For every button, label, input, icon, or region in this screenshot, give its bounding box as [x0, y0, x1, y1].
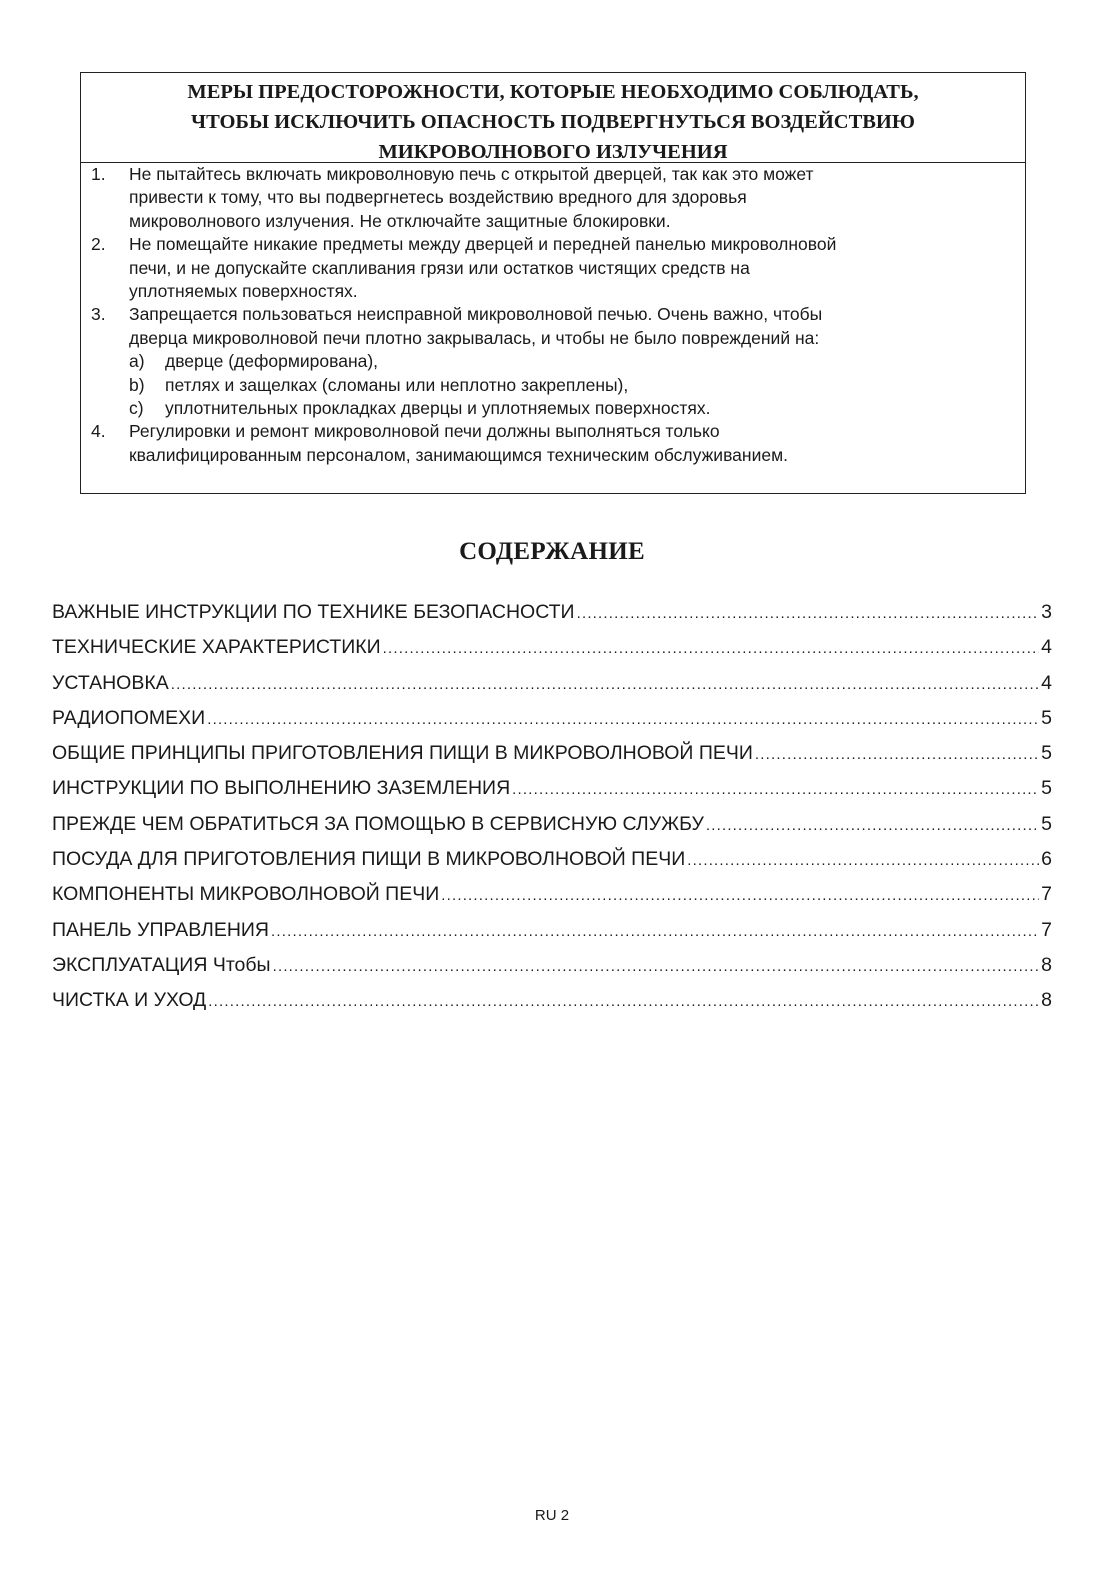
toc-entry-label[interactable]: ТЕХНИЧЕСКИЕ ХАРАКТЕРИСТИКИ: [52, 636, 381, 659]
warning-item-2: [81, 233, 1025, 303]
subitem-letter: b): [129, 374, 145, 395]
page-number: RU 2: [534, 1507, 570, 1524]
toc-leader-dots: [207, 711, 1039, 728]
toc-leader-dots: [208, 993, 1039, 1010]
toc-entry-page[interactable]: 8: [1041, 989, 1052, 1012]
warning-item-line: Запрещается пользоваться неисправной микроволновой печью. Очень важно, чтобы: [129, 304, 823, 325]
toc-leader-dots: [512, 781, 1039, 798]
toc-entry-label[interactable]: КОМПОНЕНТЫ МИКРОВОЛНОВОЙ ПЕЧИ: [52, 883, 440, 906]
warning-item-line: уплотняемых поверхностях.: [129, 281, 358, 302]
toc-entry-page[interactable]: 5: [1041, 742, 1052, 765]
table-of-contents: [52, 601, 1052, 1025]
toc-entry-page[interactable]: 8: [1041, 953, 1052, 976]
toc-entry[interactable]: [52, 601, 1052, 636]
subitem-text: уплотнительных прокладках дверцы и уплотняемых поверхностях.: [165, 398, 711, 419]
toc-leader-dots: [271, 923, 1039, 940]
toc-entry-page[interactable]: 4: [1041, 636, 1052, 659]
toc-entry[interactable]: [52, 954, 1052, 989]
toc-entry-page[interactable]: 3: [1041, 601, 1052, 623]
toc-leader-dots: [441, 887, 1039, 904]
toc-leader-dots: [687, 852, 1039, 869]
warning-item-line: Не помещайте никакие предметы между дверцей и передней панелью микроволновой: [129, 234, 837, 255]
toc-leader-dots: [383, 640, 1039, 657]
toc-entry-label[interactable]: ЧИСТКА И УХОД: [52, 989, 207, 1012]
toc-entry-page[interactable]: 5: [1041, 812, 1052, 835]
toc-entry[interactable]: [52, 848, 1052, 883]
warning-item-line: микроволнового излучения. Не отключайте защитные блокировки.: [129, 210, 671, 231]
toc-entry[interactable]: [52, 919, 1052, 954]
warning-title-line: МЕРЫ ПРЕДОСТОРОЖНОСТИ, КОТОРЫЕ НЕОБХОДИМО СОБЛЮДАТЬ,: [187, 81, 919, 103]
warning-subitem-c: [129, 397, 1015, 420]
warning-item-4: [81, 420, 1025, 467]
toc-leader-dots: [273, 958, 1040, 975]
toc-entry[interactable]: [52, 636, 1052, 671]
toc-entry[interactable]: [52, 883, 1052, 918]
warning-item-number: 2.: [91, 234, 106, 255]
toc-entry-label[interactable]: УСТАНОВКА: [52, 671, 169, 694]
warning-subitem-a: [129, 350, 1015, 373]
toc-entry[interactable]: [52, 742, 1052, 777]
toc-entry-page[interactable]: 6: [1041, 848, 1052, 871]
toc-entry-page[interactable]: 4: [1041, 671, 1052, 694]
toc-leader-dots: [577, 605, 1040, 622]
toc-entry[interactable]: [52, 813, 1052, 848]
warning-item-number: 4.: [91, 421, 106, 442]
warning-item-3: [81, 303, 1025, 420]
warning-item-line: Не пытайтесь включать микроволновую печь с открытой дверцей, так как это может: [129, 164, 814, 184]
subitem-text: петлях и защелках (сломаны или неплотно закреплены),: [165, 374, 629, 395]
warning-item-number: 1.: [91, 164, 106, 184]
toc-entry-page[interactable]: 5: [1041, 777, 1052, 800]
warning-item-line: квалифицированным персоналом, занимающимся техническим обслуживанием.: [129, 444, 788, 465]
warning-subitem-b: [129, 374, 1015, 397]
toc-entry-page[interactable]: 5: [1041, 706, 1052, 729]
warning-item-line: дверца микроволновой печи плотно закрывалась, и чтобы не было повреждений на:: [129, 327, 820, 348]
toc-entry[interactable]: [52, 989, 1052, 1024]
toc-entry-page[interactable]: 7: [1041, 883, 1052, 906]
warning-list: [81, 163, 1025, 467]
warning-item-number: 3.: [91, 304, 106, 325]
toc-leader-dots: [755, 746, 1039, 763]
toc-leader-dots: [171, 676, 1039, 693]
warning-item-line: привести к тому, что вы подвергнетесь воздействию вредного для здоровья: [129, 187, 747, 208]
toc-entry-label[interactable]: ПАНЕЛЬ УПРАВЛЕНИЯ: [52, 918, 270, 941]
warning-item-1: [81, 163, 1025, 233]
subitem-letter: c): [129, 398, 144, 419]
toc-entry-label[interactable]: ПОСУДА ДЛЯ ПРИГОТОВЛЕНИЯ ПИЩИ В МИКРОВОЛНОВОЙ ПЕЧИ: [52, 848, 686, 871]
toc-title: СОДЕРЖАНИЕ: [459, 538, 645, 565]
warning-item-line: печи, и не допускайте скапливания грязи или остатков чистящих средств на: [129, 257, 750, 278]
warning-title-line: МИКРОВОЛНОВОГО ИЗЛУЧЕНИЯ: [378, 141, 728, 163]
toc-leader-dots: [706, 817, 1039, 834]
toc-entry[interactable]: [52, 777, 1052, 812]
subitem-letter: a): [129, 351, 145, 372]
subitem-text: дверце (деформирована),: [165, 351, 379, 372]
warning-title-line: ЧТОБЫ ИСКЛЮЧИТЬ ОПАСНОСТЬ ПОДВЕРГНУТЬСЯ ВОЗДЕЙСТВИЮ: [191, 111, 915, 133]
toc-entry-label[interactable]: ВАЖНЫЕ ИНСТРУКЦИИ ПО ТЕХНИКЕ БЕЗОПАСНОСТИ: [52, 601, 575, 623]
toc-entry-page[interactable]: 7: [1041, 918, 1052, 941]
toc-entry-label[interactable]: ПРЕЖДЕ ЧЕМ ОБРАТИТЬСЯ ЗА ПОМОЩЬЮ В СЕРВИСНУЮ СЛУЖБУ: [52, 812, 704, 835]
warning-item-line: Регулировки и ремонт микроволновой печи должны выполняться только: [129, 421, 720, 442]
toc-entry-label[interactable]: ЭКСПЛУАТАЦИЯ Чтобы: [52, 953, 271, 976]
toc-entry-label[interactable]: ОБЩИЕ ПРИНЦИПЫ ПРИГОТОВЛЕНИЯ ПИЩИ В МИКРОВОЛНОВОЙ ПЕЧИ: [52, 742, 753, 765]
safety-warning-box: [80, 72, 1026, 494]
toc-entry[interactable]: [52, 707, 1052, 742]
toc-entry-label[interactable]: РАДИОПОМЕХИ: [52, 706, 206, 729]
toc-entry[interactable]: [52, 672, 1052, 707]
toc-entry-label[interactable]: ИНСТРУКЦИИ ПО ВЫПОЛНЕНИЮ ЗАЗЕМЛЕНИЯ: [52, 777, 511, 800]
warning-title: [81, 73, 1025, 163]
